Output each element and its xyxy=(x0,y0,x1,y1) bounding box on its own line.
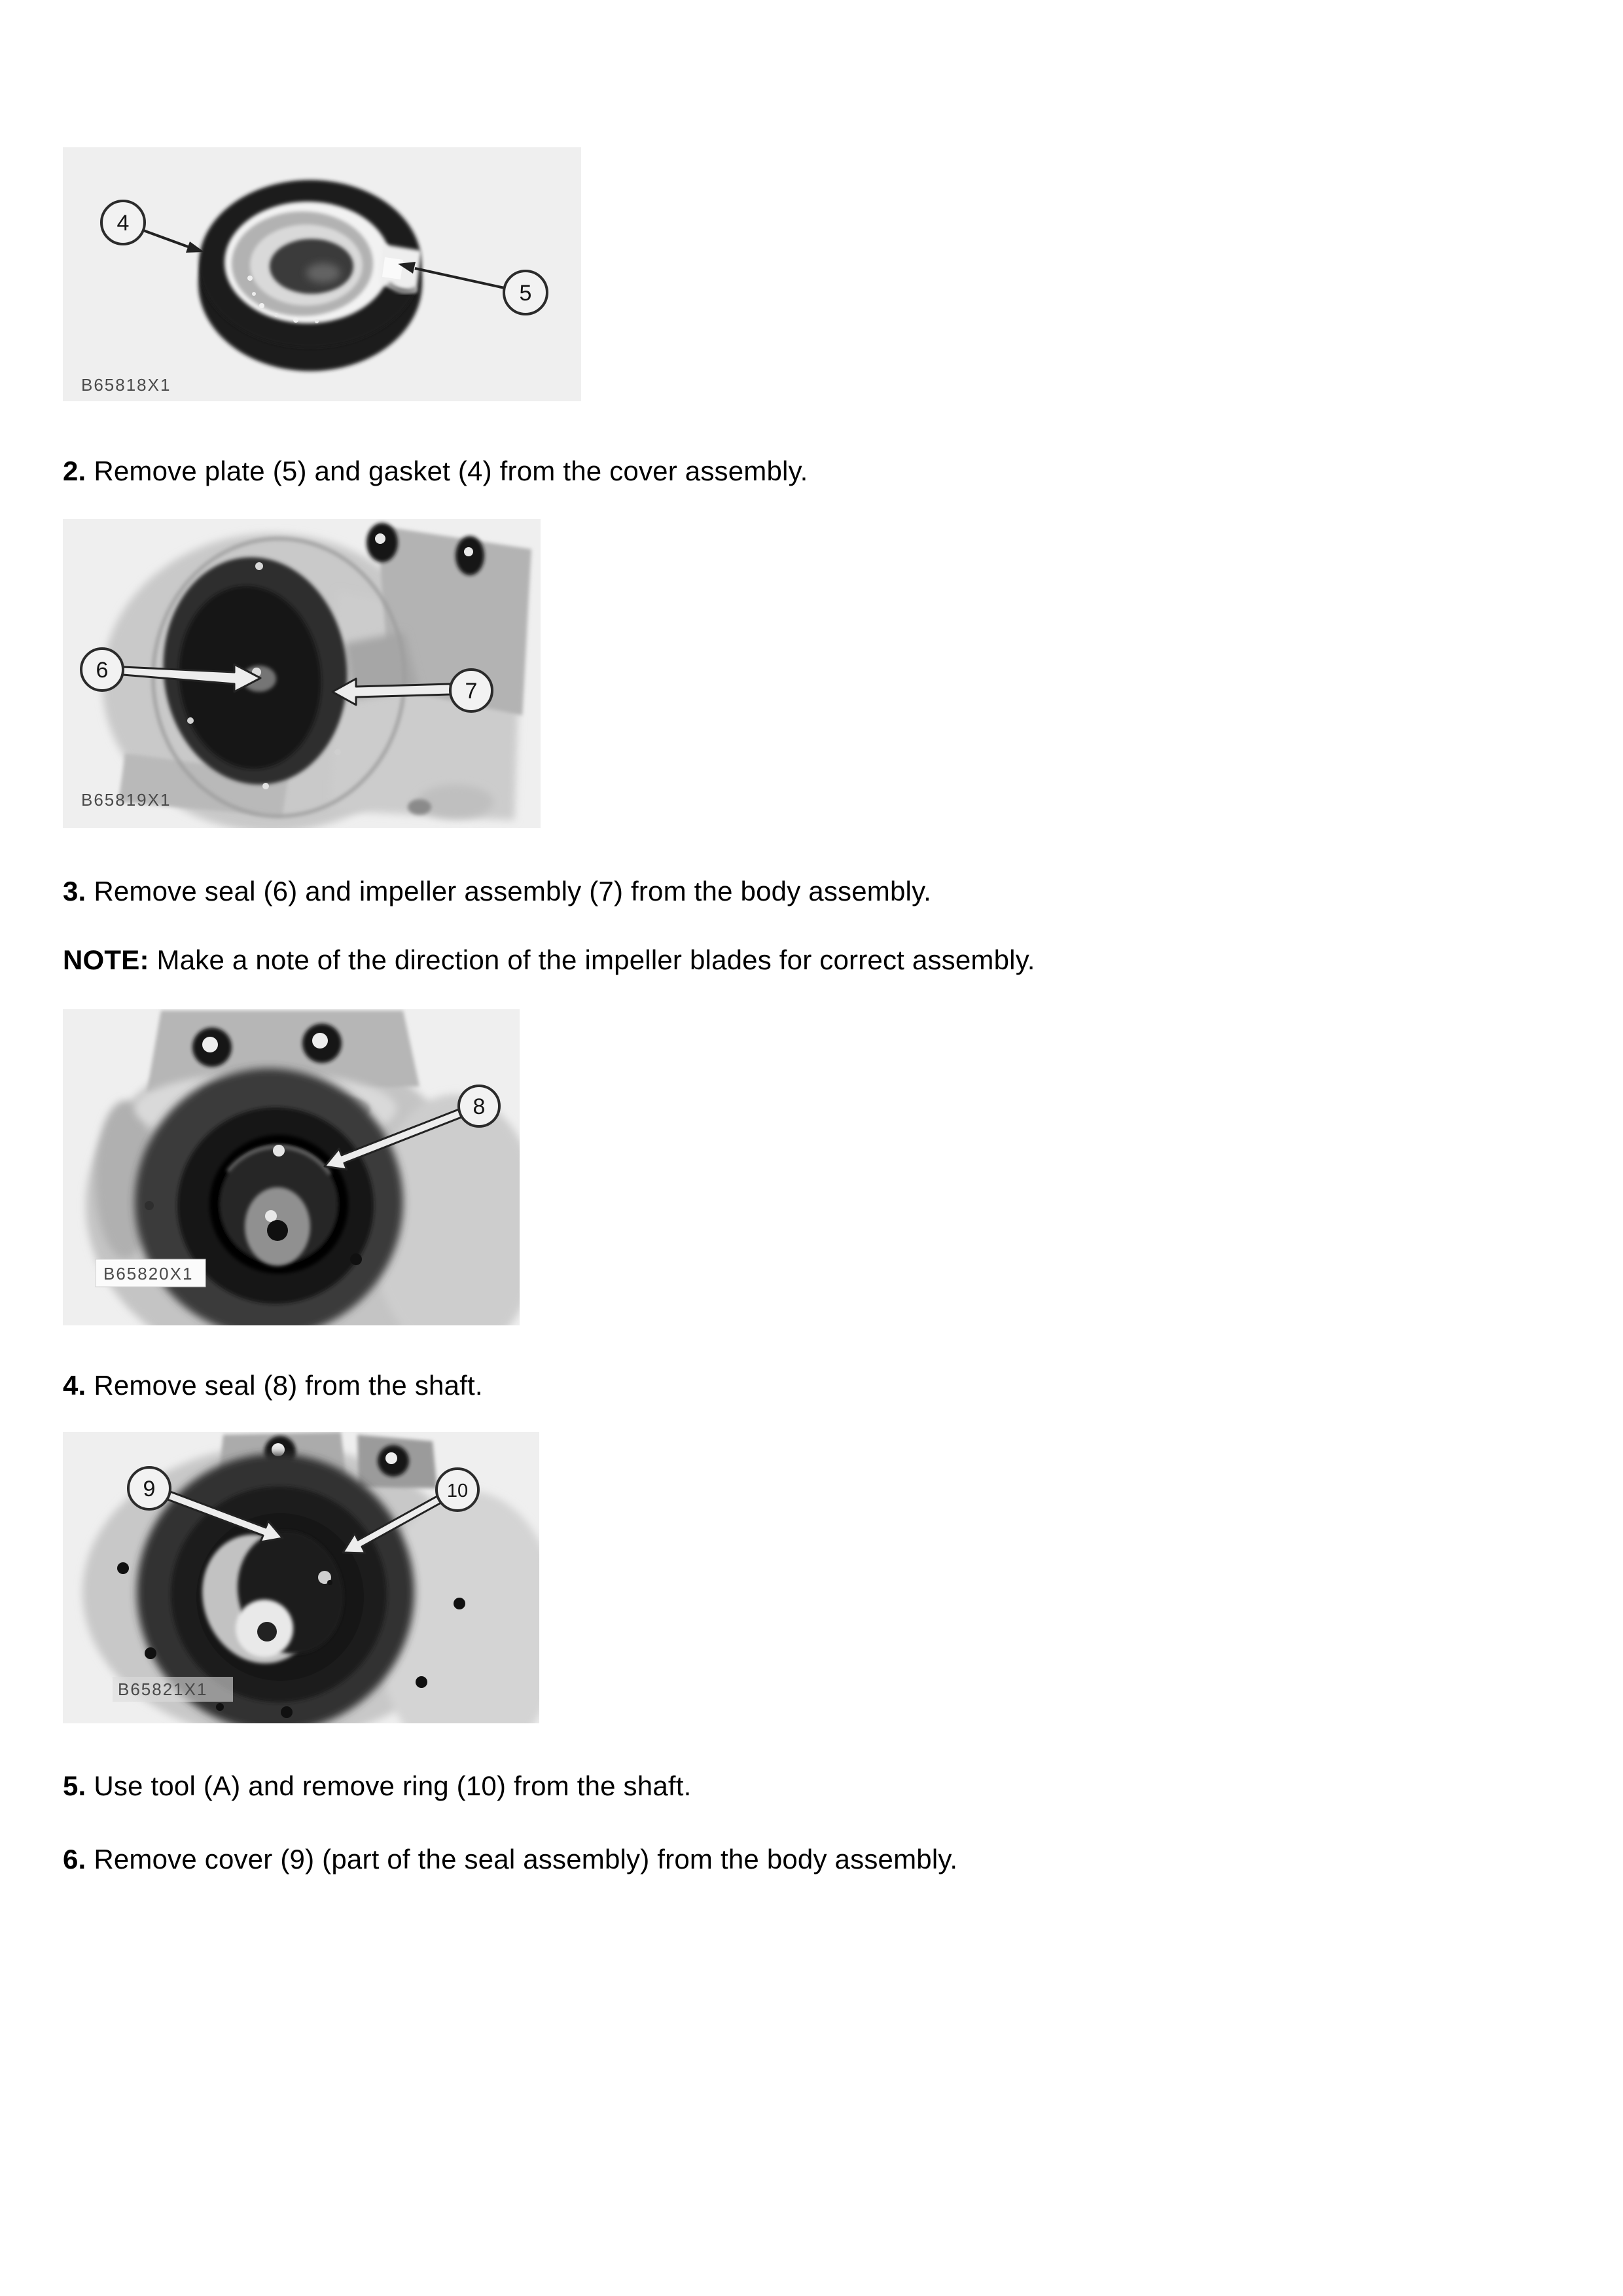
step-5-number: 5. xyxy=(63,1770,86,1801)
note-prefix: NOTE: xyxy=(63,944,149,975)
callout-6-number: 6 xyxy=(96,658,109,683)
figure-photo-body-impeller xyxy=(63,519,541,828)
step-2-text: Remove plate (5) and gasket (4) from the cover assembly. xyxy=(94,456,808,486)
gasket-ring-photo xyxy=(198,180,422,371)
figure-2-label: B65819X1 xyxy=(81,790,171,810)
step-6-number: 6. xyxy=(63,1844,86,1874)
figure-photo-seal-shaft xyxy=(63,1009,520,1325)
seal-shaft-illustration xyxy=(63,1009,520,1325)
step-2-number: 2. xyxy=(63,456,86,486)
note-text: Make a note of the direction of the impeller blades for correct assembly. xyxy=(156,944,1035,975)
step-6 xyxy=(63,1843,957,1876)
figure-4-label-area xyxy=(113,1677,233,1702)
figure-1-label: B65818X1 xyxy=(81,375,171,395)
body-impeller-illustration xyxy=(63,519,541,828)
step-5 xyxy=(63,1770,691,1803)
step-3-text: Remove seal (6) and impeller assembly (7) from the body assembly. xyxy=(94,876,932,906)
callout-5-number: 5 xyxy=(519,281,532,306)
callout-7-number: 7 xyxy=(465,679,478,704)
step-4-number: 4. xyxy=(63,1370,86,1401)
step-4 xyxy=(63,1369,483,1402)
step-3 xyxy=(63,875,931,908)
callout-9-number: 9 xyxy=(143,1477,156,1501)
step-2 xyxy=(63,455,808,488)
cover-ring-illustration xyxy=(63,1432,539,1723)
step-3-number: 3. xyxy=(63,876,86,906)
figure-3-label-box xyxy=(96,1259,205,1287)
callout-8-number: 8 xyxy=(473,1094,486,1119)
figure-photo-cover-ring xyxy=(63,1432,539,1723)
step-5-text: Use tool (A) and remove ring (10) from the shaft. xyxy=(94,1770,692,1801)
note xyxy=(63,944,1035,977)
step-4-text: Remove seal (8) from the shaft. xyxy=(94,1370,483,1401)
step-6-text: Remove cover (9) (part of the seal assembly) from the body assembly. xyxy=(94,1844,958,1874)
figure-3-label: B65820X1 xyxy=(103,1264,194,1283)
gasket-plate-illustration xyxy=(63,147,581,401)
callout-4-number: 4 xyxy=(116,211,130,236)
callout-10-number: 10 xyxy=(446,1480,469,1501)
figure-4-label: B65821X1 xyxy=(118,1679,208,1699)
figure-photo-gasket-plate xyxy=(63,147,581,401)
